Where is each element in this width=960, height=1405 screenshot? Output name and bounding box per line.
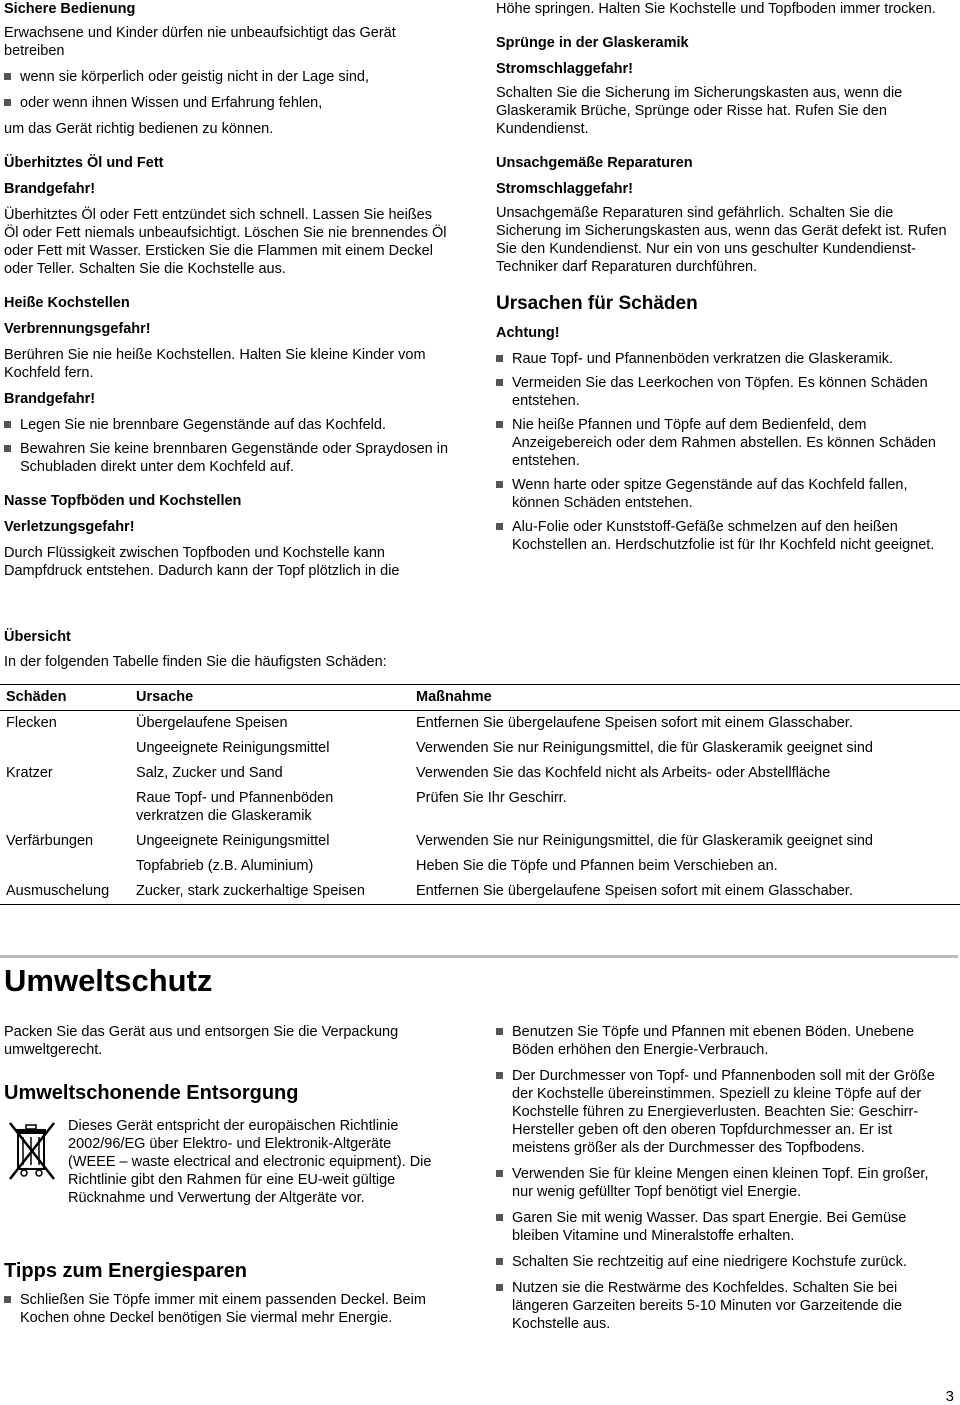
list-item: Garen Sie mit wenig Wasser. Das spart Energie. Bei Gemüse bleiben Vitamine und Mineralstoffe erhalten. [496,1209,952,1245]
section-title: Unsachgemäße Reparaturen [496,155,693,171]
list-item: Schließen Sie Töpfe immer mit einem passenden Deckel. Beim Kochen ohne Deckel benötigen Sie viermal mehr Energie. [4,1291,460,1327]
table-row [0,786,960,829]
table-cell: Topfabrieb (z.B. Aluminium) [136,858,314,874]
table-header-row [0,685,960,711]
paragraph: Packen Sie das Gerät aus und entsorgen Sie die Verpackung umweltgerecht. [4,1024,399,1058]
list-item: Benutzen Sie Töpfe und Pfannen mit ebenen Böden. Unebene Böden erhöhen den Energie-Verbrauch. [496,1023,932,1059]
damage-table [0,684,960,905]
paragraph: Schalten Sie die Sicherung im Sicherungskasten aus, wenn die Glaskeramik Brüche, Sprünge oder Risse hat. Rufen Sie den Kundendienst. [496,85,903,137]
table-cell: Flecken [6,715,57,731]
table-cell: Salz, Zucker und Sand [136,765,283,781]
table-cell: Ausmuschelung [6,883,110,899]
table-row [0,736,960,761]
safety-intro: Erwachsene und Kinder dürfen nie unbeaufsichtigt das Gerät betreiben [4,25,396,59]
table-cell: Raue Topf- und Pfannenböden verkratzen die Glaskeramik [136,790,334,824]
warning-label: Brandgefahr! [4,391,96,407]
list-item: Wenn harte oder spitze Gegenstände auf das Kochfeld fallen, können Schäden entstehen. [496,476,956,512]
disposal-block [4,1119,464,1259]
section-title: Sprünge in der Glaskeramik [496,35,689,51]
list-item: Raue Topf- und Pfannenböden verkratzen die Glaskeramik. [496,350,956,368]
list-item: Legen Sie nie brennbare Gegenstände auf das Kochfeld. [4,416,460,434]
table-row [0,761,960,786]
list-item: Bewahren Sie keine brennbaren Gegenstände oder Spraydosen in Schubladen direkt unter dem Kochfeld auf. [4,440,460,476]
warning-label: Stromschlaggefahr! [496,61,633,77]
list-item: Vermeiden Sie das Leerkochen von Töpfen. Es können Schäden entstehen. [496,374,932,410]
warning-label: Stromschlaggefahr! [496,181,633,197]
list-item: Nutzen sie die Restwärme des Kochfeldes. Schalten Sie bei längeren Garzeiten bereits 5-10 Minuten vor Garzeitende die Kochstelle aus. [496,1279,952,1333]
section-title: Überhitztes Öl und Fett [4,155,164,171]
list-item: Nie heiße Pfannen und Töpfe auf dem Bedienfeld, dem Anzeigebereich oder dem Rahmen abstellen. Es können Schäden entstehen. [496,416,942,470]
section-title: Tipps zum Energiesparen [4,1260,248,1282]
table-row [0,829,960,854]
table-cell [0,854,130,879]
table-header: Maßnahme [416,689,492,705]
section-divider [0,955,958,958]
list-item: Verwenden Sie für kleine Mengen einen kleinen Topf. Ein großer, nur wenig gefüllter Topf benötigt viel Energie. [496,1165,942,1201]
table-cell: Zucker, stark zuckerhaltige Speisen [136,883,365,899]
table-cell: Übergelaufene Speisen [136,715,288,731]
paragraph: Durch Flüssigkeit zwischen Topfboden und Kochstelle kann Dampfdruck entstehen. Dadurch kann der Topf plötzlich in die [4,545,400,579]
env-right-column [496,1023,956,1333]
table-cell: Prüfen Sie Ihr Geschirr. [416,790,567,806]
table-cell [0,736,130,761]
section-title: Umweltschonende Entsorgung [4,1082,299,1104]
table-cell: Verfärbungen [6,833,94,849]
list-item: Der Durchmesser von Topf- und Pfannenboden soll mit der Größe der Kochstelle übereinstimmen. Speziell zu kleine Töpfe auf der Kochstelle führen zu Energieverlusten. Beachten Sie: Geschirr-Hersteller geben oft den oberen Topfdurchmesser an. Er ist meistens größer als der Durchmesser des Topfbodens. [496,1067,952,1157]
warning-label: Verbrennungsgefahr! [4,321,151,337]
table-cell: Verwenden Sie nur Reinigungsmittel, die für Glaskeramik geeignet sind [416,740,873,756]
table-header: Ursache [136,689,194,705]
table-header: Schäden [6,689,67,705]
table-cell: Ungeeignete Reinigungsmittel [136,740,330,756]
warning-label: Brandgefahr! [4,181,96,197]
table-cell: Heben Sie die Töpfe und Pfannen beim Verschieben an. [416,858,778,874]
crossed-bin-icon [8,1121,58,1181]
section-title: Nasse Topfböden und Kochstellen [4,493,242,509]
table-cell: Verwenden Sie das Kochfeld nicht als Arbeits- oder Abstellfläche [416,765,831,781]
table-cell: Ungeeignete Reinigungsmittel [136,833,330,849]
right-column [496,0,956,554]
section-title: Heiße Kochstellen [4,295,130,311]
table-cell: Entfernen Sie übergelaufene Speisen sofort mit einem Glasschaber. [416,883,853,899]
paragraph: Überhitztes Öl oder Fett entzündet sich schnell. Lassen Sie heißes Öl oder Fett niemals unbeaufsichtigt. Löschen Sie nie brennendes Öl oder Fett mit Wasser. Ersticken Sie die Flammen mit einem Deckel oder Teller. Schalten Sie die Kochstelle aus. [4,207,447,277]
page-number: 3 [945,1388,954,1405]
table-row [0,711,960,737]
section-title: Ursachen für Schäden [496,293,698,314]
paragraph: Höhe springen. Halten Sie Kochstelle und Topfboden immer trocken. [496,1,936,17]
list-item: oder wenn ihnen Wissen und Erfahrung fehlen, [4,94,464,112]
table-cell [0,786,130,829]
overview-title: Übersicht [4,629,71,645]
env-title: Umweltschutz [4,963,213,998]
paragraph: Unsachgemäße Reparaturen sind gefährlich. Schalten Sie die Sicherung im Sicherungskasten aus, wenn das Gerät defekt ist. Rufen Sie den Kundendienst. Nur ein von uns geschulter Kundendienst-Techniker darf Reparaturen durchführen. [496,205,947,275]
table-row [0,854,960,879]
paragraph: Dieses Gerät entspricht der europäischen Richtlinie 2002/96/EG über Elektro- und Elektronik-Altgeräte (WEEE – waste electrical and electronic equipment). Die Richtlinie gibt den Rahmen für eine EU-weit gültige Rücknahme und Verwertung der Altgeräte vor. [68,1118,432,1206]
list-item: wenn sie körperlich oder geistig nicht in der Lage sind, [4,68,464,86]
warning-label: Achtung! [496,325,560,341]
left-column [4,0,464,580]
overview-intro: In der folgenden Tabelle finden Sie die häufigsten Schäden: [4,654,387,670]
list-item: Alu-Folie oder Kunststoff-Gefäße schmelzen auf den heißen Kochstellen an. Herdschutzfolie ist für Ihr Kochfeld nicht geeignet. [496,518,942,554]
table-cell: Entfernen Sie übergelaufene Speisen sofort mit einem Glasschaber. [416,715,853,731]
table-cell: Kratzer [6,765,53,781]
list-item: Schalten Sie rechtzeitig auf eine niedrigere Kochstufe zurück. [496,1253,956,1271]
safety-title: Sichere Bedienung [4,1,136,17]
paragraph: Berühren Sie nie heiße Kochstellen. Halten Sie kleine Kinder vom Kochfeld fern. [4,347,426,381]
warning-label: Verletzungsgefahr! [4,519,135,535]
table-cell: Verwenden Sie nur Reinigungsmittel, die für Glaskeramik geeignet sind [416,833,873,849]
table-row [0,879,960,905]
env-left-column [4,1023,464,1327]
safety-outro: um das Gerät richtig bedienen zu können. [4,121,274,137]
